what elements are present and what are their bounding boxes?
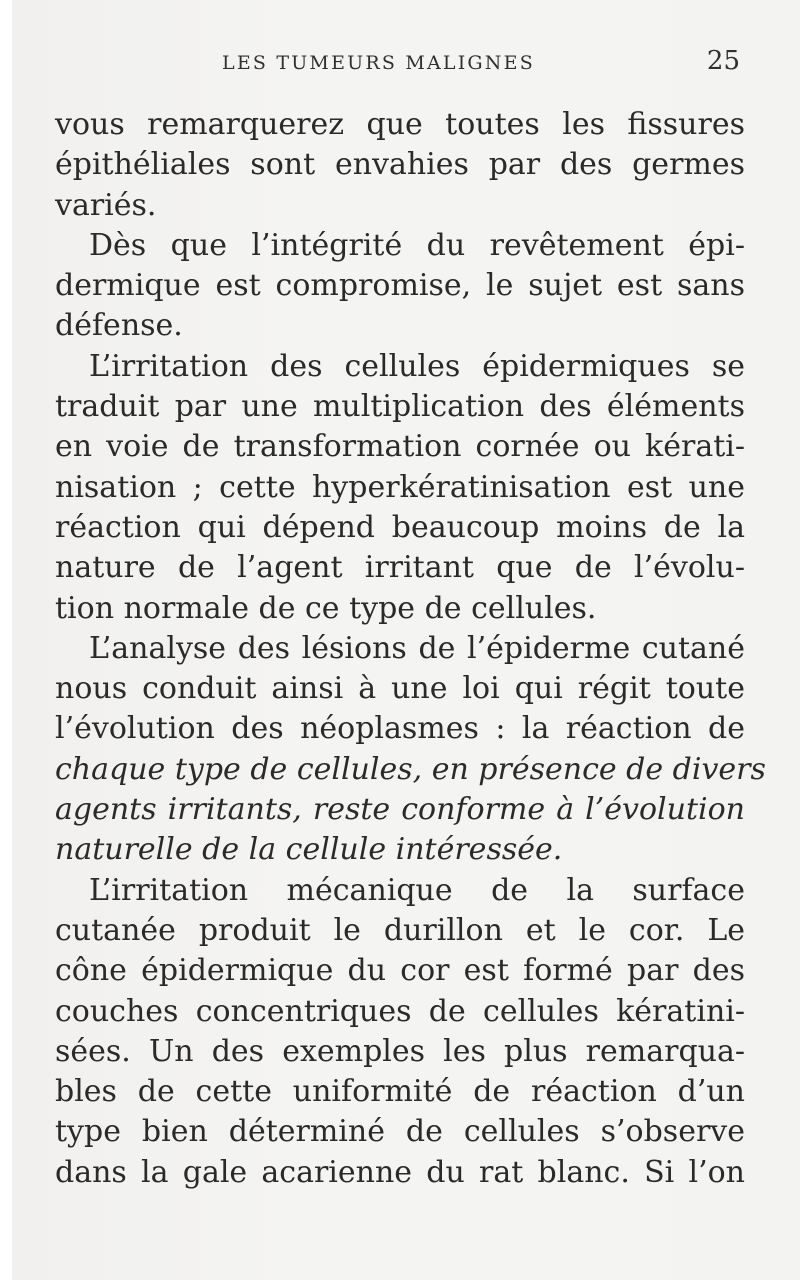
text-line: traduit par une multiplication des éléments (55, 389, 745, 425)
text-line: nous conduit ainsi à une loi qui régit toute (55, 671, 745, 707)
text-line: L’analyse des lésions de l’épiderme cutané (89, 630, 745, 666)
text-line: Dès que l’intégrité du revêtement épi- (89, 227, 745, 263)
text-line: L’irritation des cellules épidermiques se (89, 348, 745, 384)
text-line: dans la gale acarienne du rat blanc. Si l’on (55, 1154, 745, 1190)
text-line: variés. (55, 187, 157, 223)
text-line: couches concentriques de cellules kératini- (55, 993, 745, 1029)
text-line: bles de cette uniformité de réaction d’un (55, 1074, 745, 1110)
text-line: défense. (55, 308, 183, 344)
text-line: sées. Un des exemples les plus remarqua- (55, 1033, 745, 1069)
text-line: réaction qui dépend beaucoup moins de la (55, 509, 745, 545)
text-line: nature de l’agent irritant que de l’évolu- (55, 550, 745, 586)
text-line: nisation ; cette hyperkératinisation est une (55, 469, 745, 505)
body-text (55, 105, 766, 1193)
text-line: L’irritation mécanique de la surface (89, 872, 745, 908)
text-line: vous remarquerez que toutes les fissures (55, 107, 745, 142)
text-line: type bien déterminé de cellules s’observe (55, 1114, 745, 1150)
page-left-margin (0, 0, 12, 1280)
running-title: LES TUMEURS MALIGNES (222, 52, 535, 74)
text-line: cutanée produit le durillon et le cor. Le (55, 912, 745, 948)
text-line: chaque type de cellules, en présence de divers (55, 751, 766, 787)
page-number: 25 (706, 46, 740, 76)
text-line: épithéliales sont envahies par des germes (55, 147, 745, 183)
text-line: dermique est compromise, le sujet est sans (55, 268, 745, 304)
text-line: l’évolution des néoplasmes : la réaction de (55, 711, 745, 747)
running-head (52, 46, 742, 80)
text-line: cône épidermique du cor est formé par des (55, 953, 745, 989)
text-line: naturelle de la cellule intéressée. (55, 832, 563, 868)
text-line: en voie de transformation cornée ou kérati- (55, 429, 745, 465)
text-line: agents irritants, reste conforme à l’évolution (55, 792, 745, 828)
text-line: tion normale de ce type de cellules. (55, 590, 597, 626)
